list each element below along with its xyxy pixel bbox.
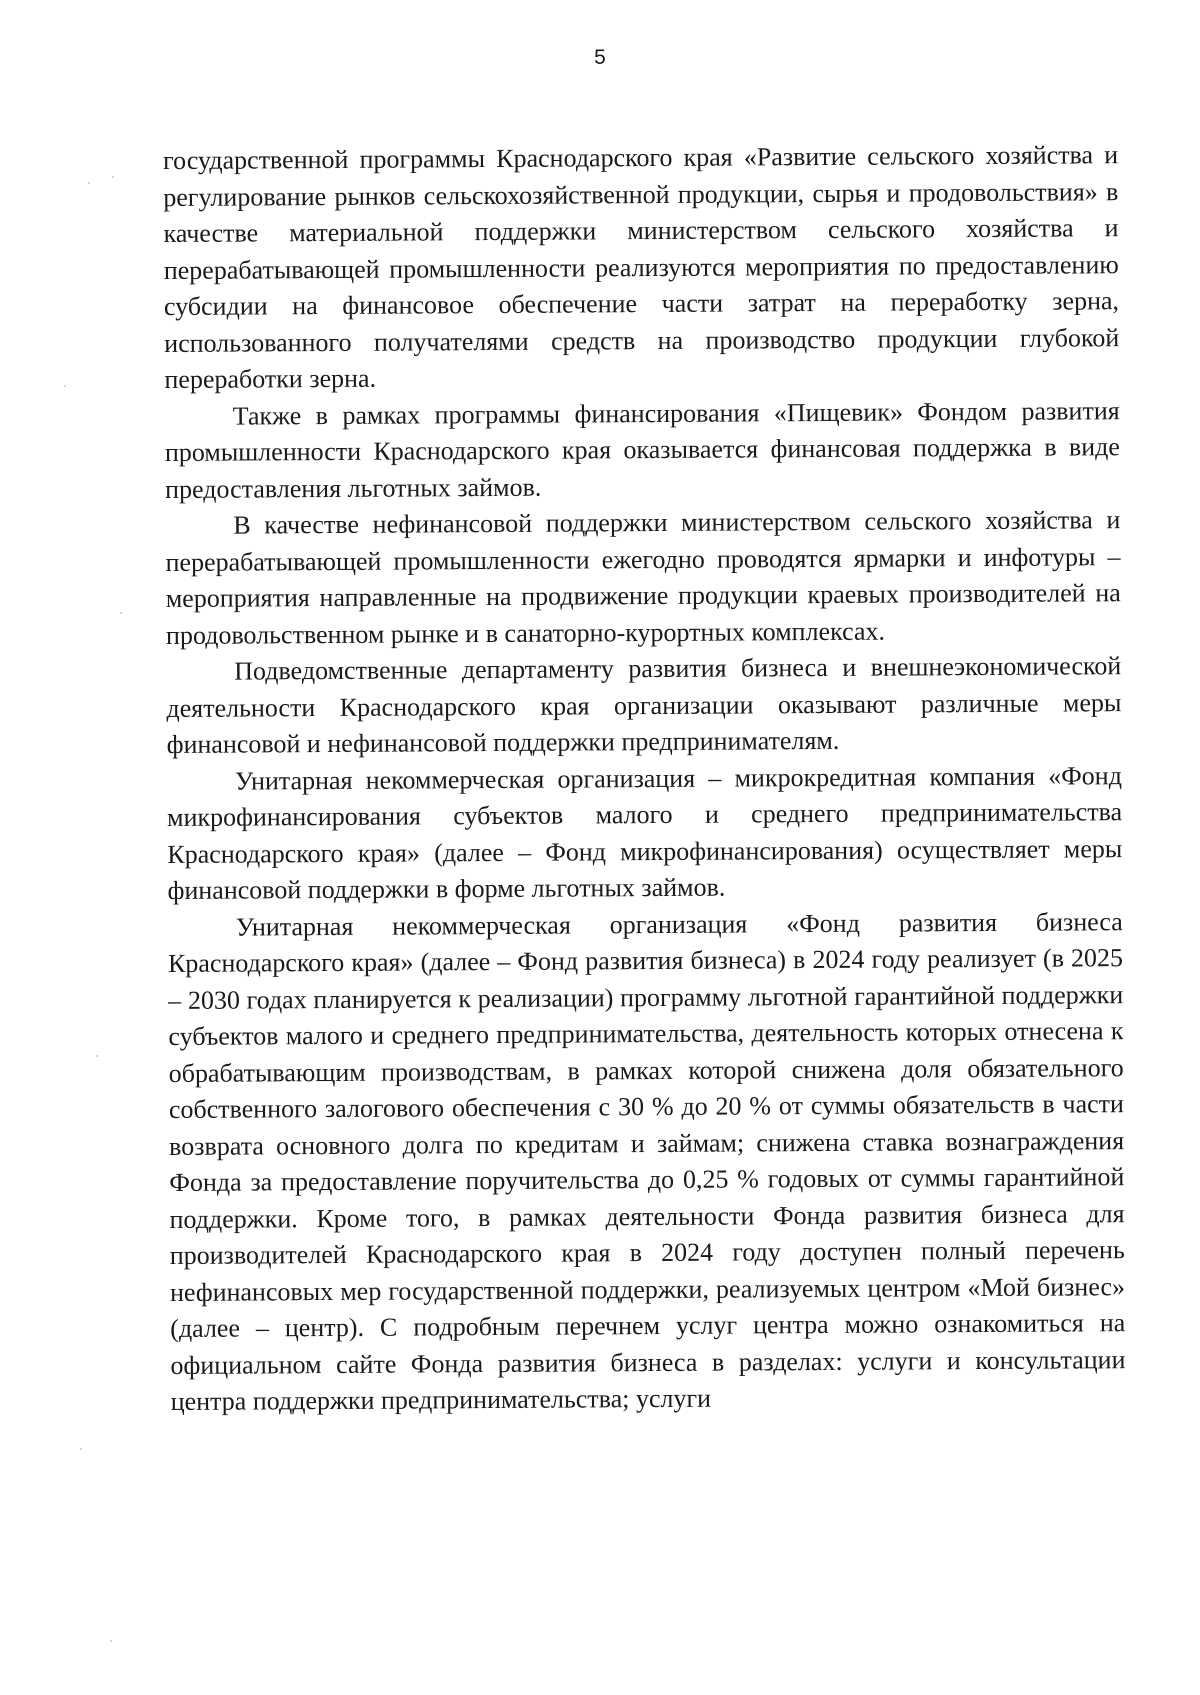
scan-speck: [96, 1055, 98, 1057]
paragraph-pishchevik-program: Также в рамках программы финансирования «Пищевик» Фондом развития промышленности Краснодарского края оказывается финансовая поддержка в виде предоставления льготных займов.: [164, 395, 1120, 504]
paragraph-nonfinancial-support: В качестве нефинансовой поддержки министерством сельского хозяйства и перерабатывающей промышленности ежегодно проводятся ярмарки и инфотуры – мероприятия направленные на продвижение продукции краевых производителей на продовольственном рынке и в санаторно-курортных комплексах.: [165, 505, 1121, 650]
scan-speck: [110, 1640, 112, 1642]
scan-speck: [88, 182, 90, 184]
paragraph-business-department: Подведомственные департаменту развития бизнеса и внешнеэкономической деятельности Краснодарского края организации оказывают различные меры финансовой и нефинансовой поддержки предпринимателям.: [166, 651, 1122, 759]
scan-speck: [120, 612, 122, 614]
paragraph-microfinance-fund: Унитарная некоммерческая организация – микрокредитная компания «Фонд микрофинансирования субъектов малого и среднего предпринимательства Краснодарского края» (далее – Фонд микрофинансирования) осуществляет меры финансовой поддержки в форме льготных займов.: [167, 760, 1123, 905]
scan-speck: [112, 176, 114, 178]
paragraph-business-development-fund: Унитарная некоммерческая организация «Фонд развития бизнеса Краснодарского края» (далее – Фонд развития бизнеса) в 2024 году реализует (в 2025 – 2030 годах планируется к реализации) программу льготной гарантийной поддержки субъектов малого и среднего предпринимательства, деятельность которых отнесена к обрабатывающим производствам, в рамках которой снижена доля обязательного собственного залогового обеспечения с 30 % до 20 % от суммы обязательств в части возврата основного долга по кредитам и займам; снижена ставка вознаграждения Фонда за предоставление поручительства до 0,25 % годовых от суммы гарантийной поддержки. Кроме того, в рамках деятельности Фонда развития бизнеса для производителей Краснодарского края в 2024 году доступен полный перечень нефинансовых мер государственной поддержки, реализуемых центром «Мой бизнес» (далее – центр). С подробным перечнем услуг центра можно ознакомиться на официальном сайте Фонда развития бизнеса в разделах: услуги и консультации центра поддержки предпринимательства; услуги: [167, 906, 1126, 1416]
scan-speck: [80, 1448, 82, 1450]
document-body: [163, 137, 1126, 1420]
page-number: 5: [594, 46, 606, 69]
scan-speck: [64, 385, 66, 387]
paragraph-state-program-continuation: государственной программы Краснодарского края «Развитие сельского хозяйства и регулирование рынков сельскохозяйственной продукции, сырья и продовольствия» в качестве материальной поддержки министерством сельского хозяйства и перерабатывающей промышленности реализуются мероприятия по предоставлению субсидии на финансовое обеспечение части затрат на переработку зерна, использованного получателями средств на производство продукции глубокой переработки зерна.: [163, 140, 1120, 394]
